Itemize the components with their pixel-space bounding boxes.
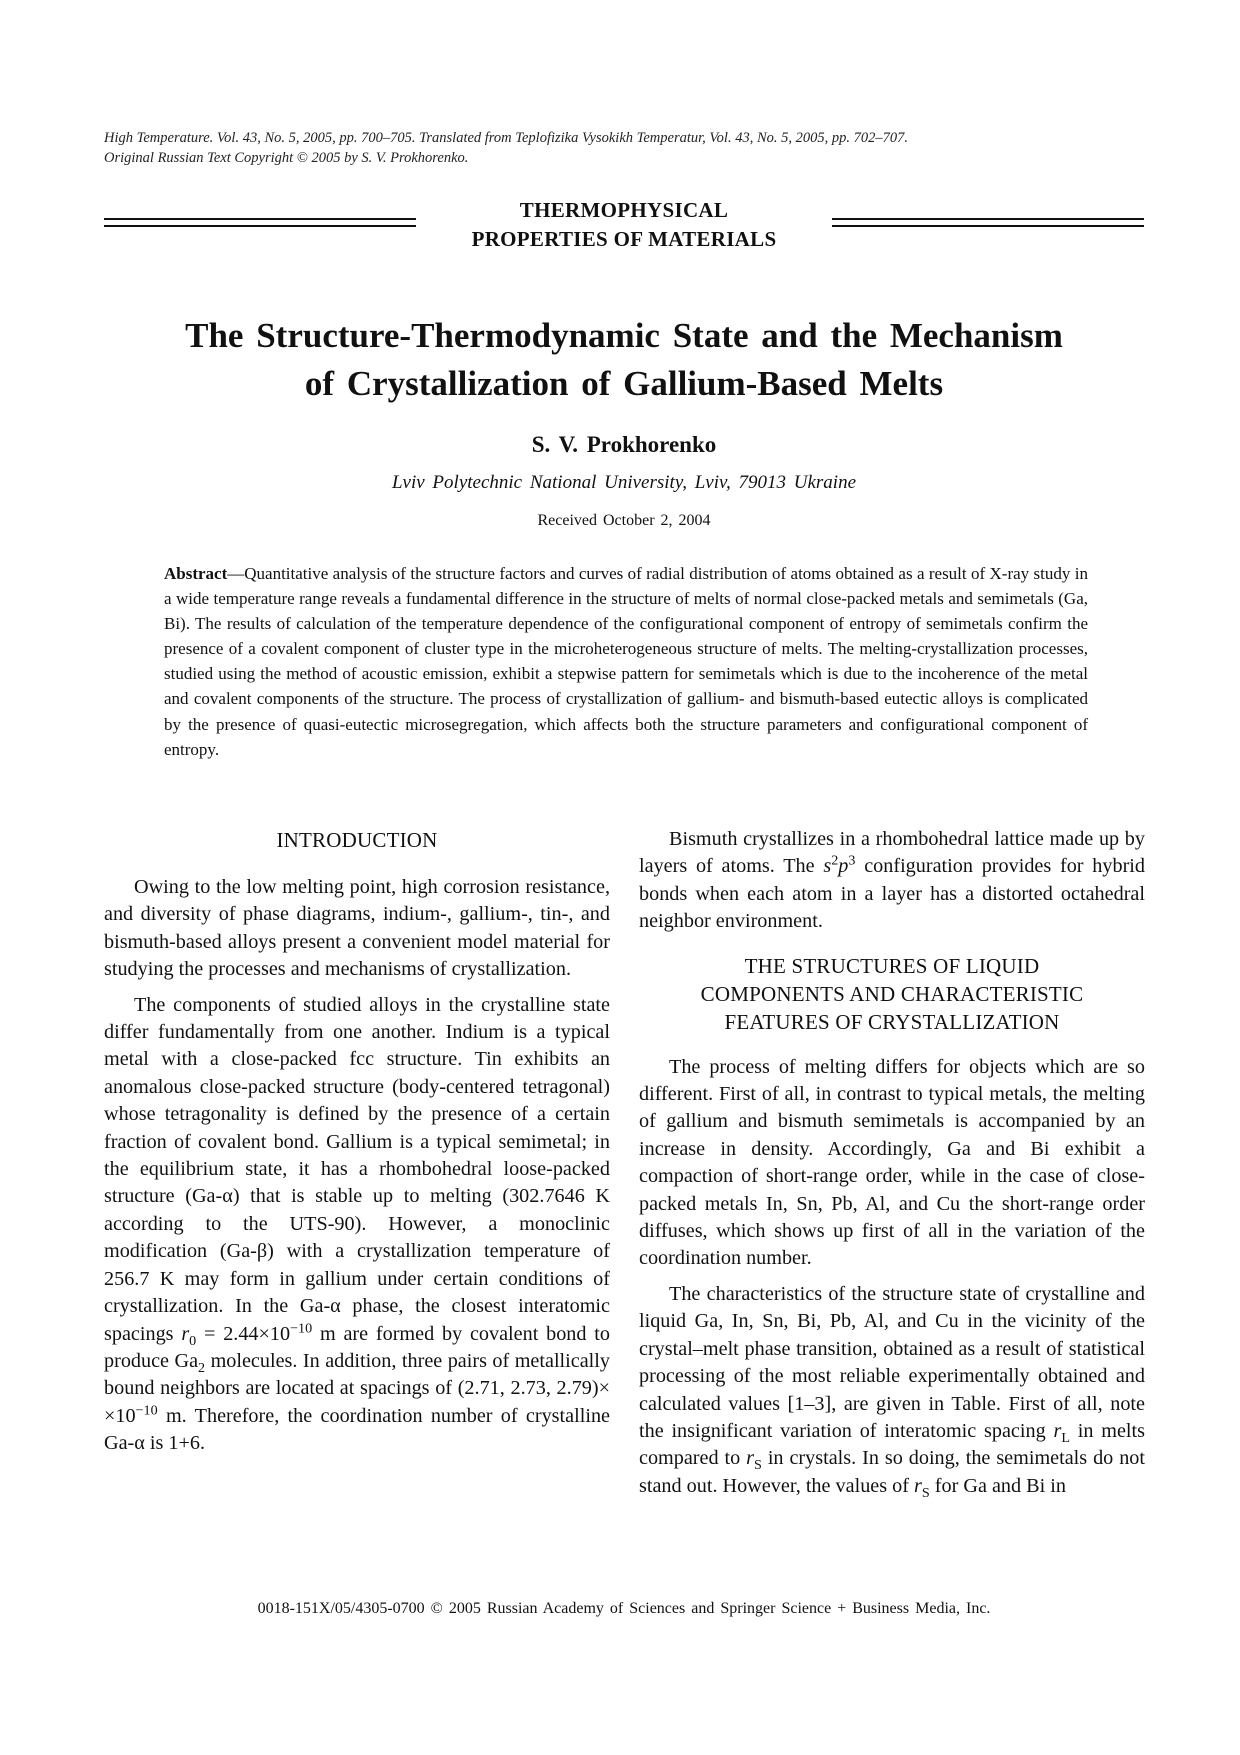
symbol-r: r — [746, 1447, 755, 1470]
exponent: −10 — [290, 1319, 313, 1336]
symbol-r: r — [914, 1474, 922, 1497]
copyright-footer: 0018-151X/05/4305-0700 © 2005 Russian Academy of Sciences and Springer Science + Business Media, Inc. — [257, 1600, 991, 1617]
symbol-p: p — [838, 855, 849, 878]
intro-paragraph-1: Owing to the low melting point, high corrosion resistance, and diversity of phase diagrams, indium-, gallium-, tin-, and bismuth-based alloys present a convenient model material for studying the processes and mechanisms of crystallization. — [104, 876, 610, 981]
melting-paragraph: The process of melting differs for objects which are so different. First of all, in contrast to typical metals, the melting of gallium and bismuth semimetals is accompanied by an increase in density. Accordingly, Ga and Bi exhibit a compaction of short-range order, while in the case of close-packed metals In, Sn, Pb, Al, and Cu the short-range order diffuses, which shows up first of all in the variation of the coordination number. — [639, 1055, 1145, 1270]
exponent: 2 — [831, 852, 839, 869]
running-head-citation: High Temperature. Vol. 43, No. 5, 2005, pp. 700–705. Translated from Teplofizika Vysokikh Temperatur, Vol. 43, No. 5, 2005, pp. 702–707. — [104, 130, 908, 146]
intro-paragraph-2 — [104, 992, 610, 1458]
section-title — [424, 196, 824, 254]
abstract — [164, 561, 1088, 762]
abstract-text: —Quantitative analysis of the structure factors and curves of radial distribution of atoms obtained as a result of X-ray study in a wide temperature range reveals a fundamental difference in the structure of melts of normal close-packed metals and semimetals (Ga, Bi). The results of calculation of the temperature dependence of the configurational component of entropy of semimetals confirm the presence of a covalent component of cluster type in the microheterogeneous structure of melts. The melting-crystallization processes, studied using the method of acoustic emission, exhibit a stepwise pattern for semimetals which is due to the incoherence of the metal and covalent components of the structure. The process of crystallization of gallium- and bismuth-based eutectic alloys is complicated by the presence of quasi-eutectic microsegregation, which affects both the structure parameters and configurational component of entropy. — [164, 564, 1088, 759]
right-column — [639, 826, 1145, 1500]
text-run: in crystals. In so doing, the semimetals do not stand out. However, the values of — [639, 1447, 1145, 1497]
text-run: m. Therefore, the coordination number of crystalline Ga-α is 1+6. — [104, 1404, 610, 1455]
text-run: configuration provides for hybrid bonds when each atom in a layer has a distorted octahedral neighbor environment. — [639, 855, 1145, 933]
text-run: in melts compared to — [639, 1419, 1145, 1470]
subscript: L — [1061, 1429, 1070, 1446]
running-head-copyright: Original Russian Text Copyright © 2005 by S. V. Prokhorenko. — [104, 150, 469, 166]
structures-heading — [639, 952, 1145, 1036]
banner-rule-left — [104, 218, 416, 227]
symbol-r: r — [181, 1322, 190, 1345]
article-title-line1: The Structure-Thermodynamic State and the Mechanism — [185, 316, 1063, 355]
exponent: −10 — [135, 1401, 158, 1418]
author-name: S. V. Prokhorenko — [531, 432, 717, 457]
section-banner — [104, 196, 1144, 256]
symbol-s: s — [823, 855, 832, 878]
subscript: 0 — [189, 1332, 197, 1349]
introduction-heading: INTRODUCTION — [276, 828, 438, 852]
structures-heading-line1: THE STRUCTURES OF LIQUID — [744, 953, 1040, 978]
bismuth-paragraph — [639, 826, 1145, 936]
subscript: S — [754, 1457, 762, 1474]
abstract-label: Abstract — [164, 564, 228, 583]
text-run: m are formed by covalent bond to produce Ga — [104, 1322, 610, 1372]
characteristics-paragraph — [639, 1281, 1145, 1500]
author-affiliation: Lviv Polytechnic National University, Lviv, 79013 Ukraine — [391, 472, 857, 493]
banner-rule-right — [832, 218, 1144, 227]
section-title-line2: PROPERTIES OF MATERIALS — [471, 227, 777, 251]
article-title-line2: of Crystallization of Gallium-Based Melts — [304, 364, 944, 403]
exponent: 3 — [848, 852, 856, 869]
structures-heading-line2: COMPONENTS AND CHARACTERISTIC — [700, 981, 1084, 1006]
subscript: S — [921, 1484, 930, 1501]
left-column — [104, 826, 610, 1458]
running-head — [104, 128, 1144, 168]
received-date: Received October 2, 2004 — [537, 512, 711, 529]
text-run: The components of studied alloys in the crystalline state differ fundamentally from one another. Indium is a typical metal with a close-packed fcc structure. Tin exhibits an anomalous close-packed structure (body-centered tetragonal) whose tetragonality is defined by the presence of a certain fraction of covalent bond. Gallium is a typical semimetal; in the equilibrium state, it has a rhombohedral loose-packed structure (Ga-α) that is stable up to melting (302.7646 K according to the UTS-90). However, a monoclinic modification (Ga-β) with a crystallization temperature of 256.7 K may form in gallium under certain conditions of crystallization. In the Ga-α phase, the closest interatomic spacings — [104, 993, 610, 1345]
structures-heading-line3: FEATURES OF CRYSTALLIZATION — [724, 1009, 1060, 1034]
text-run: Bismuth crystallizes in a rhombohedral lattice made up by layers of atoms. The — [639, 828, 1145, 878]
subscript: 2 — [198, 1359, 206, 1376]
text-run: The characteristics of the structure state of crystalline and liquid Ga, In, Sn, Bi, Pb, Al, and Cu in the vicinity of the crystal–melt phase transition, obtained as a result of statistical processing of the most reliable experimentally obtained and calculated values [1–3], are given in Table. First of all, note the insignificant variation of interatomic spacing — [639, 1282, 1145, 1442]
symbol-r: r — [1053, 1419, 1062, 1442]
text-run: for Ga and Bi in — [929, 1474, 1066, 1497]
article-title — [104, 312, 1144, 408]
text-run: = 2.44×10 — [196, 1322, 291, 1345]
text-run: molecules. In addition, three pairs of metallically bound neighbors are located at spacings of (2.71, 2.73, 2.79)× ×10 — [104, 1349, 610, 1427]
section-title-line1: THERMOPHYSICAL — [519, 198, 729, 222]
